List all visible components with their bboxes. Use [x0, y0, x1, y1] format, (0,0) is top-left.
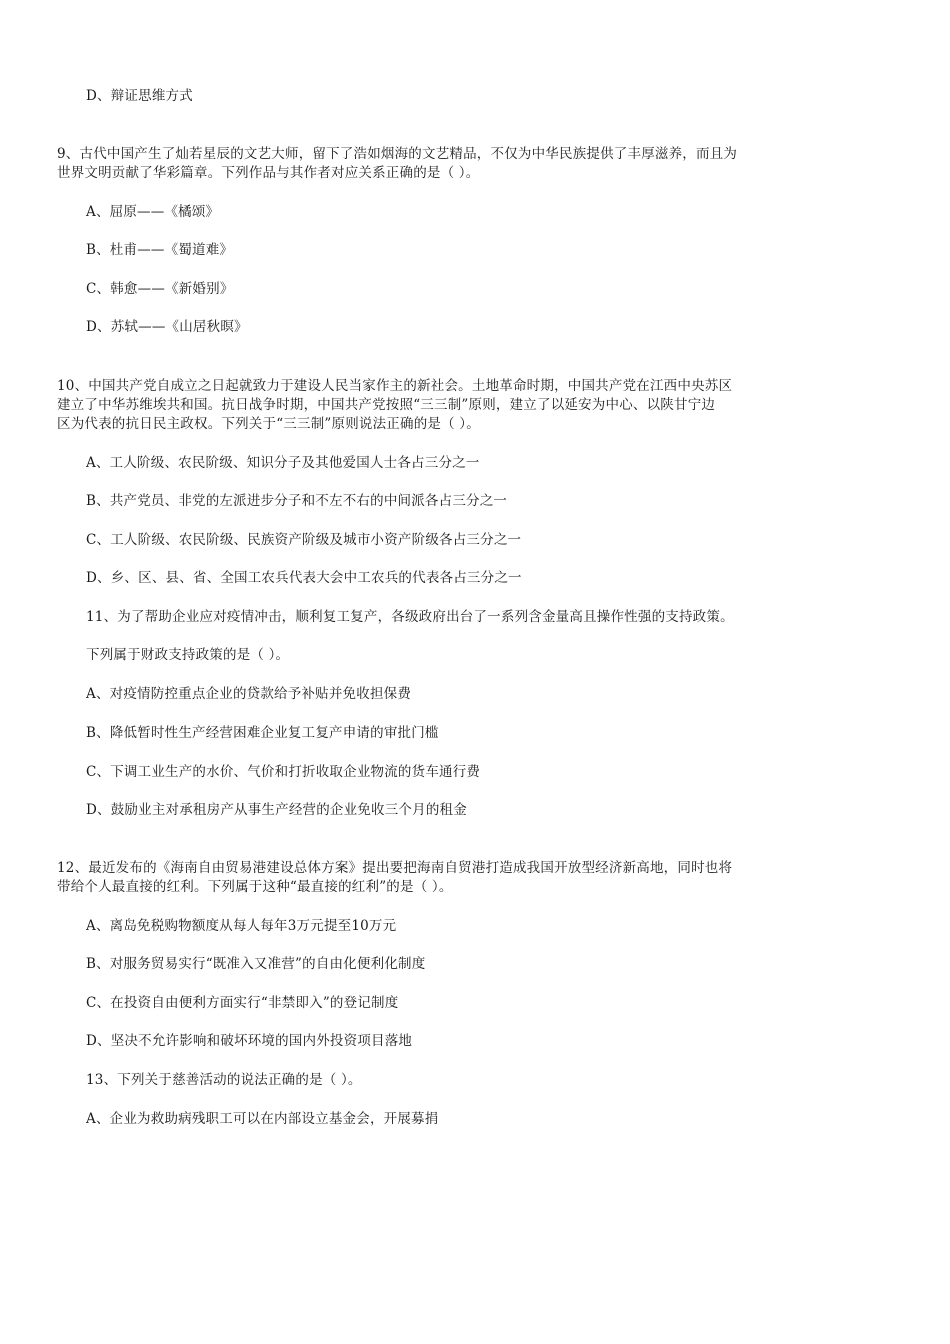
q9-option-d: D、苏轼——《山居秋暝》: [86, 319, 248, 335]
q9-option-a: A、屈原——《橘颂》: [86, 204, 220, 220]
q13-stem: 13、下列关于慈善活动的说法正确的是（ ）。: [86, 1072, 362, 1088]
q9-option-b: B、杜甫——《蜀道难》: [86, 242, 234, 258]
q12-option-b: B、对服务贸易实行“既准入又准营”的自由化便利化制度: [86, 956, 426, 972]
q10-option-a: A、工人阶级、农民阶级、知识分子及其他爱国人士各占三分之一: [86, 455, 480, 471]
q12-option-c: C、在投资自由便利方面实行“非禁即入”的登记制度: [86, 995, 399, 1011]
q12-stem-line-2: 带给个人最直接的红利。下列属于这种“最直接的红利”的是（ ）。: [57, 879, 453, 895]
q13-option-a: A、企业为救助病残职工可以在内部设立基金会，开展募捐: [86, 1111, 439, 1127]
q11-stem-line-2: 下列属于财政支持政策的是（ ）。: [86, 647, 290, 663]
q12-stem-line-1: 12、最近发布的《海南自由贸易港建设总体方案》提出要把海南自贸港打造成我国开放型经济新高地，同时也将: [57, 860, 733, 876]
q8-option-d: D、辩证思维方式: [86, 88, 193, 104]
q12-option-d: D、坚决不允许影响和破坏环境的国内外投资项目落地: [86, 1033, 413, 1049]
q11-option-b: B、降低暂时性生产经营困难企业复工复产申请的审批门槛: [86, 725, 439, 741]
q12-option-a: A、离岛免税购物额度从每人每年3万元提至10万元: [86, 918, 397, 934]
q11-stem-line-1: 11、为了帮助企业应对疫情冲击，顺利复工复产，各级政府出台了一系列含金量高且操作性强的支持政策。: [86, 609, 734, 625]
q10-option-b: B、共产党员、非党的左派进步分子和不左不右的中间派各占三分之一: [86, 493, 508, 509]
q10-stem-line-1: 10、中国共产党自成立之日起就致力于建设人民当家作主的新社会。土地革命时期，中国共产党在江西中央苏区: [57, 378, 733, 394]
q10-option-d: D、乡、区、县、省、全国工农兵代表大会中工农兵的代表各占三分之一: [86, 570, 522, 586]
q9-stem-line-1: 9、古代中国产生了灿若星辰的文艺大师，留下了浩如烟海的文艺精品，不仅为中华民族提供了丰厚滋养，而且为: [57, 146, 738, 162]
q10-option-c: C、工人阶级、农民阶级、民族资产阶级及城市小资产阶级各占三分之一: [86, 532, 522, 548]
q11-option-d: D、鼓励业主对承租房产从事生产经营的企业免收三个月的租金: [86, 802, 467, 818]
q10-stem-line-2: 建立了中华苏维埃共和国。抗日战争时期，中国共产党按照“三三制”原则，建立了以延安为中心、以陕甘宁边: [57, 397, 716, 413]
q9-option-c: C、韩愈——《新婚别》: [86, 281, 234, 297]
q9-stem-line-2: 世界文明贡献了华彩篇章。下列作品与其作者对应关系正确的是（ ）。: [57, 165, 480, 181]
q10-stem-line-3: 区为代表的抗日民主政权。下列关于“三三制”原则说法正确的是（ ）。: [57, 416, 480, 432]
q11-option-c: C、下调工业生产的水价、气价和打折收取企业物流的货车通行费: [86, 764, 481, 780]
q11-option-a: A、对疫情防控重点企业的贷款给予补贴并免收担保费: [86, 686, 412, 702]
